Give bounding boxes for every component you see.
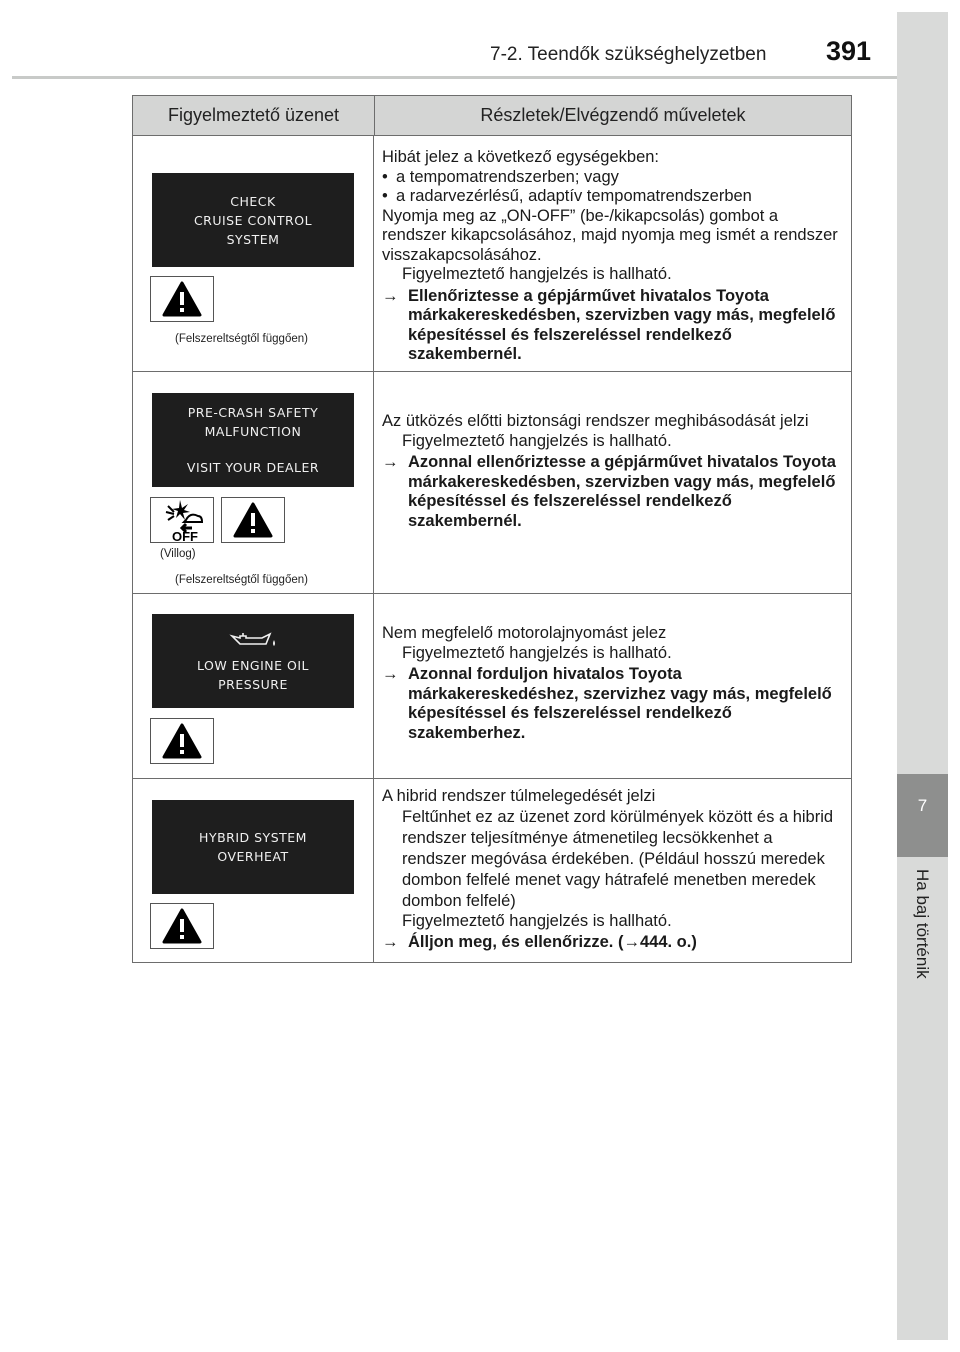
- table-header: [133, 96, 851, 136]
- master-warning-icon: [150, 276, 214, 322]
- list-item: • a radarvezérlésű, adaptív tempomatrendszerben: [382, 187, 752, 205]
- detail-text: Nyomja meg az „ON-OFF” (be-/kikapcsolás) gombot a rendszer kikapcsolásához, majd nyomja meg ismét a rendszer visszakapcsolásához.: [382, 206, 838, 264]
- message-cell: [133, 594, 374, 778]
- master-warning-icon: [150, 903, 214, 949]
- sound-note: Figyelmeztető hangjelzés is hallható.: [402, 643, 672, 662]
- details-cell: [374, 779, 851, 962]
- warning-message-table: [132, 95, 852, 963]
- arrow-icon: →: [382, 665, 399, 683]
- detail-intro: Az ütközés előtti biztonsági rendszer meghibásodását jelzi: [382, 412, 809, 430]
- pre-crash-off-icon: [150, 497, 214, 543]
- table-row: [133, 136, 851, 372]
- display-line: MALFUNCTION: [204, 424, 302, 439]
- action-text: → Álljon meg, és ellenőrizze. (→444. o.): [382, 933, 697, 951]
- action-text: → Azonnal ellenőriztesse a gépjárművet hivatalos Toyota márkakereskedésben, szervizben vagy más, megfelelő képesítéssel és felszereléssel rendelkező szakembernél.: [382, 453, 836, 530]
- sound-note: Figyelmeztető hangjelzés is hallható.: [402, 265, 672, 283]
- cruise-control-display: [152, 173, 354, 267]
- header-divider: [12, 76, 947, 79]
- chapter-label: Ha baj történik: [913, 869, 932, 979]
- detail-intro: A hibrid rendszer túlmelegedését jelzi: [382, 787, 656, 805]
- sound-note: Figyelmeztető hangjelzés is hallható.: [402, 431, 672, 450]
- arrow-icon: →: [382, 933, 399, 951]
- message-cell: [133, 372, 374, 593]
- detail-text: Feltűnhet ez az üzenet zord körülmények között és a hibrid rendszer teljesítménye átmenetileg lecsökkenhet a rendszer megóvása érdekében. (Például hosszú meredek dombon felfelé menet vagy hátrafelé menetben meredek dombon felfelé): [402, 807, 834, 910]
- section-title: 7-2. Teendők szükséghelyzetben: [490, 44, 767, 65]
- list-item: • a tempomatrendszerben; vagy: [382, 167, 619, 186]
- off-label: OFF: [172, 529, 198, 542]
- page-number: 391: [826, 36, 872, 66]
- display-line: CRUISE CONTROL: [193, 212, 313, 228]
- display-line: SYSTEM: [226, 231, 280, 247]
- header-details: Részletek/Elvégzendő műveletek: [480, 105, 746, 125]
- equipment-note: (Felszereltségtől függően): [175, 574, 308, 586]
- message-cell: [133, 136, 374, 371]
- bullet-icon: •: [382, 167, 388, 186]
- master-warning-icon: [221, 497, 285, 543]
- display-line: OVERHEAT: [217, 849, 289, 864]
- hybrid-overheat-display: [152, 800, 354, 894]
- bullet-icon: •: [382, 187, 388, 205]
- arrow-icon: →: [382, 453, 399, 471]
- action-text: → Ellenőriztesse a gépjárművet hivatalos Toyota márkakereskedésben, szervizben vagy más, megfelelő képesítéssel és felszereléssel rendelkező szakembernél.: [382, 286, 836, 363]
- table-row: [133, 779, 851, 962]
- oil-can-icon: [228, 628, 278, 652]
- equipment-note: (Felszereltségtől függően): [175, 333, 308, 345]
- details-cell: [374, 594, 851, 778]
- details-cell: [374, 372, 851, 593]
- display-line: PRE-CRASH SAFETY: [187, 405, 319, 420]
- table-row: [133, 594, 851, 779]
- display-line: LOW ENGINE OIL: [196, 658, 310, 673]
- arrow-icon: →: [382, 286, 399, 305]
- sound-note: Figyelmeztető hangjelzés is hallható.: [402, 911, 672, 930]
- chapter-number: 7: [897, 774, 948, 857]
- display-line: PRESSURE: [218, 677, 288, 692]
- detail-intro: Hibát jelez a következő egységekben:: [382, 148, 660, 166]
- blink-note: (Villog): [160, 548, 196, 560]
- detail-intro: Nem megfelelő motorolajnyomást jelez: [382, 624, 667, 642]
- details-cell: [374, 136, 851, 371]
- master-warning-icon: [150, 718, 214, 764]
- display-line: HYBRID SYSTEM: [199, 830, 307, 845]
- display-line: VISIT YOUR DEALER: [186, 460, 320, 475]
- table-row: [133, 372, 851, 594]
- header-warning-message: Figyelmeztető üzenet: [133, 96, 375, 135]
- oil-pressure-display: [152, 614, 354, 708]
- message-cell: [133, 779, 374, 962]
- action-text: → Azonnal forduljon hivatalos Toyota márkakereskedéshez, szervizhez vagy más, megfelelő képesítéssel és felszereléssel rendelkező szakemberhez.: [382, 665, 832, 742]
- display-line: CHECK: [230, 193, 276, 209]
- side-tab-top: [897, 12, 948, 774]
- pre-crash-display: [152, 393, 354, 487]
